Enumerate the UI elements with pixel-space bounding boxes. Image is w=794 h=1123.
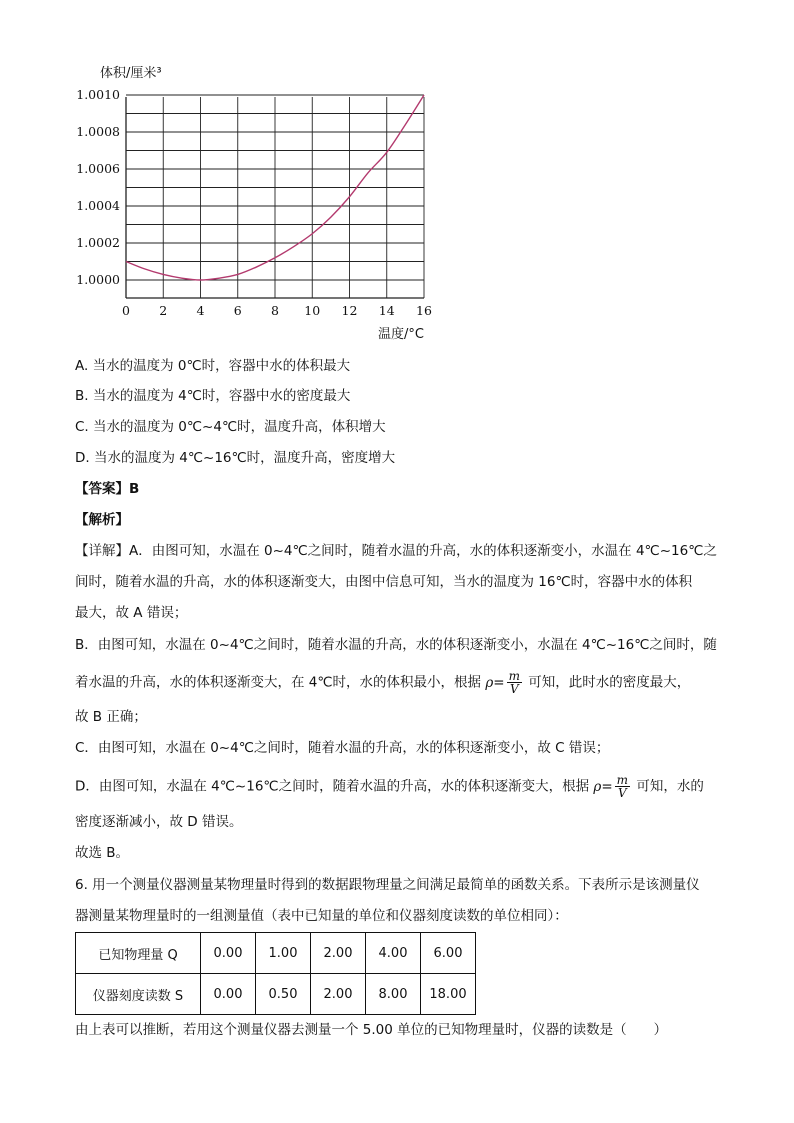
table-row-head: 已知物理量 Q [76,933,201,974]
x-tick-label: 10 [304,303,321,318]
formula-eq: = [493,674,505,691]
formula-numerator: m [616,773,629,787]
detail-b-line-2 [75,670,690,695]
y-tick-label: 1.0002 [76,235,120,250]
conclusion-line: 故选 B。 [75,845,130,861]
table-cell: 0.00 [201,933,256,974]
detail-d-line-1 [75,774,704,799]
table-row-known-quantity [76,933,476,974]
table-cell: 18.00 [421,974,476,1015]
option-c: C. 当水的温度为 0℃~4℃时，温度升高，体积增大 [75,419,386,435]
x-tick-label: 4 [196,303,205,318]
table-cell: 4.00 [366,933,421,974]
table-cell: 0.50 [256,974,311,1015]
table-cell: 8.00 [366,974,421,1015]
detail-b-line-2-pre: 着水温的升高，水的体积逐渐变大，在 4℃时，水的体积最小，根据 [75,674,482,691]
y-tick-label: 1.0010 [76,87,120,102]
formula-denominator: V [509,682,519,696]
detail-line-1: 【详解】A．由图可知，水温在 0~4℃之间时，随着水温的升高，水的体积逐渐变小，水温在 4℃~16℃之 [75,543,717,559]
table-row-head: 仪器刻度读数 S [76,974,201,1015]
question-6-line-3: 由上表可以推断，若用这个测量仪器去测量一个 5.00 单位的已知物理量时，仪器的读数是（ ） [75,1022,668,1038]
chart-ticks [76,87,432,318]
answer-line: 【答案】B [75,481,140,497]
formula-rho: ρ [485,674,494,691]
table-cell: 2.00 [311,974,366,1015]
table-cell: 2.00 [311,933,366,974]
option-a: A. 当水的温度为 0℃时，容器中水的体积最大 [75,358,351,374]
formula-numerator: m [508,669,520,683]
x-tick-label: 16 [416,303,432,318]
x-tick-label: 2 [159,303,168,318]
y-axis-label: 体积/厘米³ [100,66,162,81]
option-d: D. 当水的温度为 4℃~16℃时，温度升高，密度增大 [75,450,396,466]
table-cell: 1.00 [256,933,311,974]
x-tick-label: 0 [122,303,130,318]
formula-rho: ρ [593,778,602,795]
detail-b-line-1: B．由图可知，水温在 0~4℃之间时，随着水温的升高，水的体积逐渐变小，水温在 4℃~16℃之间时，随 [75,637,717,653]
table-cell: 0.00 [201,974,256,1015]
density-formula-d [593,773,636,800]
detail-d-line-2: 密度逐渐减小，故 D 错误。 [75,814,243,830]
y-tick-label: 1.0008 [76,124,120,139]
chart-grid [126,95,424,298]
x-tick-label: 14 [378,303,395,318]
option-b: B. 当水的温度为 4℃时，容器中水的密度最大 [75,388,351,404]
formula-denominator: V [618,786,627,800]
detail-b-line-3: 故 B 正确； [75,709,147,725]
density-formula-b [485,669,528,696]
detail-b-line-2-post: 可知，此时水的密度最大， [528,674,691,691]
analysis-title: 【解析】 [75,512,129,528]
formula-fraction [507,670,522,695]
detail-d-line-1-post: 可知，水的 [636,778,704,795]
detail-d-line-1-pre: D．由图可知，水温在 4℃~16℃之间时，随着水温的升高，水的体积逐渐变大，根据 [75,778,590,795]
detail-c-line: C．由图可知，水温在 0~4℃之间时，随着水温的升高，水的体积逐渐变小，故 C 错误； [75,740,610,756]
x-tick-label: 8 [271,303,279,318]
question-6-line-2: 器测量某物理量时的一组测量值（表中已知量的单位和仪器刻度读数的单位相同）： [75,908,568,924]
formula-eq: = [601,778,613,795]
x-axis-label: 温度/°C [378,327,424,342]
table-row-reading [76,974,476,1015]
measurement-table [75,932,476,1015]
formula-fraction [615,774,630,799]
question-6-line-1: 6. 用一个测量仪器测量某物理量时得到的数据跟物理量之间满足最简单的函数关系。下表所示是该测量仪 [75,877,700,893]
x-tick-label: 6 [233,303,242,318]
table-cell: 6.00 [421,933,476,974]
y-tick-label: 1.0004 [76,198,120,213]
y-tick-label: 1.0006 [76,161,120,176]
x-tick-label: 12 [341,303,358,318]
detail-line-3: 最大，故 A 错误； [75,605,188,621]
y-tick-label: 1.0000 [76,272,120,287]
volume-temperature-chart [60,60,460,350]
detail-line-2: 间时，随着水温的升高，水的体积逐渐变大，由图中信息可知，当水的温度为 16℃时，容器中水的体积 [75,574,693,590]
